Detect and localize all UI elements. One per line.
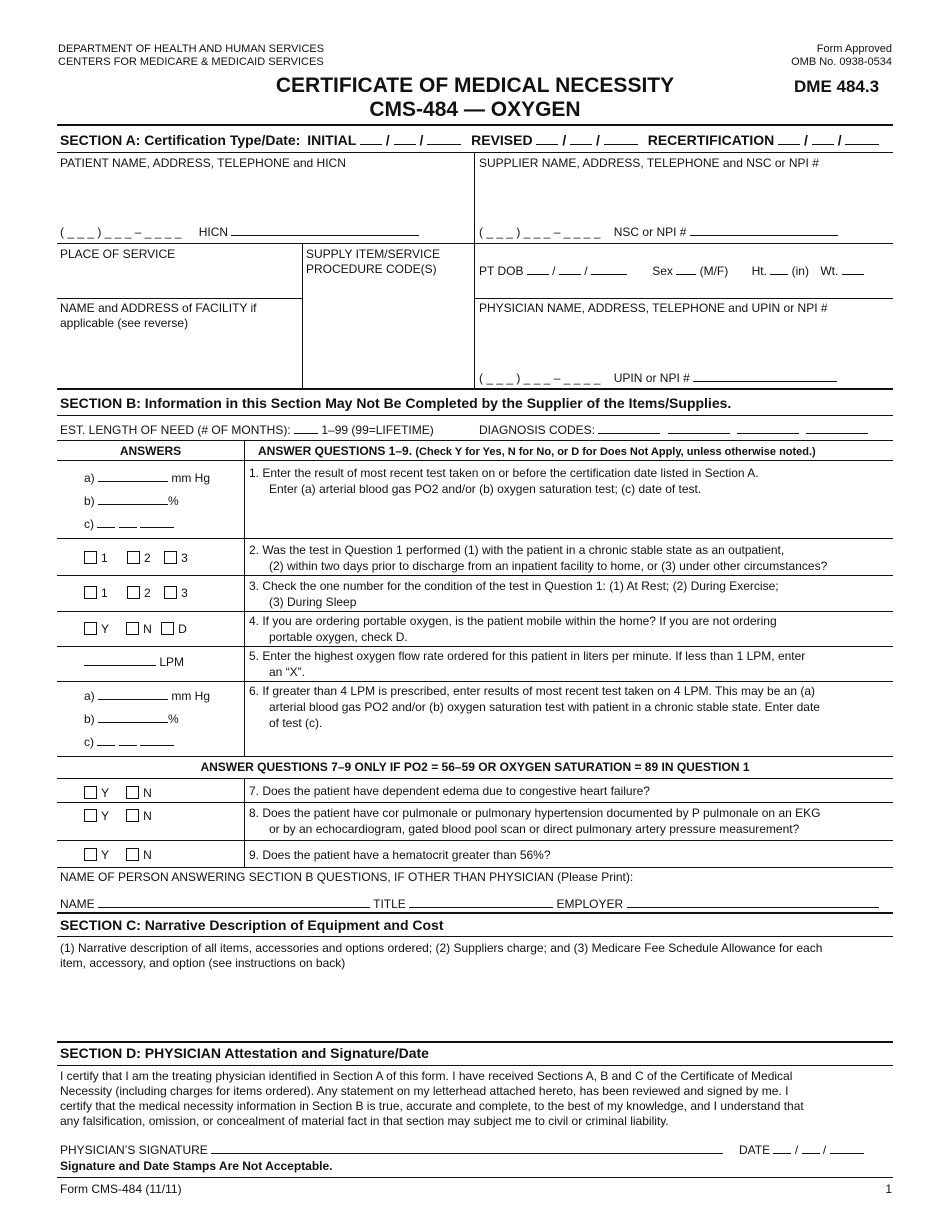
q7-answer[interactable]: Y N — [84, 786, 152, 801]
dept-line-2: CENTERS FOR MEDICARE & MEDICAID SERVICES — [58, 56, 324, 68]
name-person-label: NAME OF PERSON ANSWERING SECTION B QUESTIONS, IF OTHER THAN PHYSICIAN (Please Print): — [60, 870, 634, 884]
attestation-line-1: I certify that I am the treating physician identified in Section A of this form. I have received Sections A, B and C of the Certificate of Medical — [60, 1069, 793, 1083]
q1-text-2: Enter (a) arterial blood gas PO2 and/or (b) oxygen saturation test; (c) date of test. — [269, 482, 702, 496]
q4-text-2: portable oxygen, check D. — [269, 630, 408, 644]
q5-answer[interactable]: LPM — [84, 655, 184, 670]
divider — [57, 538, 893, 539]
patient-demographics[interactable]: PT DOB / / Sex (M/F) Ht. (in) Wt. — [479, 264, 864, 279]
divider — [57, 415, 893, 416]
section-b-title: SECTION B: Information in this Section May Not Be Completed by the Supplier of the Items/Supplies. — [60, 395, 732, 411]
facility-label: NAME and ADDRESS of FACILITY if applicable (see reverse) — [60, 301, 257, 330]
q9-answer[interactable]: Y N — [84, 848, 152, 863]
divider — [57, 912, 893, 914]
diagnosis-codes[interactable]: DIAGNOSIS CODES: — [479, 423, 868, 438]
form-subtitle: CMS-484 — OXYGEN — [369, 98, 581, 121]
q8-answer[interactable]: Y N — [84, 809, 152, 824]
divider — [57, 802, 893, 803]
supplier-phone[interactable]: ( _ _ _ ) _ _ _ – _ _ _ _ NSC or NPI # — [479, 225, 838, 240]
q4-text: 4. If you are ordering portable oxygen, is the patient mobile within the home? If you are not ordering — [249, 614, 777, 628]
signature-date[interactable]: DATE / / — [739, 1143, 864, 1158]
q1-answer-a[interactable]: a) mm Hg — [84, 471, 211, 485]
attestation-line-2: Necessity (including charges for items ordered). Any statement on my letterhead attached hereto, has been reviewed and signed by me. I — [60, 1084, 789, 1098]
divider — [57, 867, 893, 868]
q7-text: 7. Does the patient have dependent edema due to congestive heart failure? — [249, 784, 650, 798]
divider — [57, 575, 893, 576]
divider — [474, 298, 893, 299]
q2-text: 2. Was the test in Question 1 performed (1) with the patient in a chronic stable state as an outpatient, — [249, 543, 785, 557]
divider — [244, 440, 245, 756]
section-c-text-2: item, accessory, and option (see instructions on back) — [60, 956, 346, 970]
divider — [57, 243, 893, 244]
divider — [57, 440, 893, 441]
divider — [57, 936, 893, 937]
q6-answer-a[interactable]: a) mm Hg — [84, 689, 211, 703]
divider — [57, 778, 893, 779]
q2-answer[interactable]: 1 2 3 — [84, 551, 188, 566]
q6-text: 6. If greater than 4 LPM is prescribed, enter results of most recent test taken on 4 LPM. This may be an (a) — [249, 684, 816, 698]
attestation-line-3: certify that the medical necessity information in Section B is true, accurate and complete, to the best of my knowledge, and I understand that — [60, 1099, 804, 1113]
section-a-title: SECTION A: Certification Type/Date: INITIAL / / REVISED / / RECERTIFICATION / / — [60, 132, 879, 148]
page-number: 1 — [885, 1182, 892, 1196]
q6-text-2: arterial blood gas PO2 and/or (b) oxygen saturation test with patient in a chronic stable state. Enter date — [269, 700, 820, 714]
place-of-service-label: PLACE OF SERVICE — [60, 247, 176, 261]
divider — [57, 298, 302, 299]
section-d-title: SECTION D: PHYSICIAN Attestation and Signature/Date — [60, 1045, 429, 1061]
supply-item-label: SUPPLY ITEM/SERVICE PROCEDURE CODE(S) — [306, 247, 441, 276]
supplier-label: SUPPLIER NAME, ADDRESS, TELEPHONE and NSC or NPI # — [479, 156, 819, 170]
section-c-text-1: (1) Narrative description of all items, accessories and options ordered; (2) Suppliers charge; and (3) Medicare Fee Schedule Allowance for each — [60, 941, 823, 955]
divider — [302, 243, 303, 389]
divider — [57, 388, 893, 390]
divider — [244, 778, 245, 868]
q6-answer-b[interactable]: b) % — [84, 712, 179, 726]
answers-header: ANSWERS — [119, 444, 182, 458]
q7-9-header: ANSWER QUESTIONS 7–9 ONLY IF PO2 = 56–59 OR OXYGEN SATURATION = 89 IN QUESTION 1 — [200, 760, 750, 774]
q1-text: 1. Enter the result of most recent test taken on or before the certification date listed in Section A. — [249, 466, 759, 480]
divider — [57, 152, 893, 153]
q6-answer-c[interactable]: c) — [84, 735, 174, 750]
q8-text-2: or by an echocardiogram, gated blood pool scan or direct pulmonary artery pressure measurement? — [269, 822, 800, 836]
divider — [57, 1177, 893, 1178]
q9-text: 9. Does the patient have a hematocrit greater than 56%? — [249, 848, 551, 862]
dme-code: DME 484.3 — [794, 77, 880, 96]
q4-answer[interactable]: Y N D — [84, 622, 187, 637]
divider — [57, 681, 893, 682]
divider — [57, 840, 893, 841]
form-number: Form CMS-484 (11/11) — [60, 1182, 182, 1196]
q3-answer[interactable]: 1 2 3 — [84, 586, 188, 601]
divider — [57, 611, 893, 612]
est-length-of-need[interactable]: EST. LENGTH OF NEED (# OF MONTHS): 1–99 (99=LIFETIME) — [60, 423, 434, 437]
form-title: CERTIFICATE OF MEDICAL NECESSITY — [275, 74, 675, 97]
q8-text: 8. Does the patient have cor pulmonale or pulmonary hypertension documented by P pulmonale on an EKG — [249, 806, 821, 820]
patient-label: PATIENT NAME, ADDRESS, TELEPHONE and HICN — [60, 156, 346, 170]
q5-text: 5. Enter the highest oxygen flow rate ordered for this patient in liters per minute. If less than 1 LPM, enter — [249, 649, 806, 663]
q3-text-2: (3) During Sleep — [269, 595, 357, 609]
physician-signature[interactable]: PHYSICIAN’S SIGNATURE — [60, 1143, 723, 1158]
q6-text-3: of test (c). — [269, 716, 323, 730]
divider — [57, 1041, 893, 1043]
questions-header: ANSWER QUESTIONS 1–9. (Check Y for Yes, N for No, or D for Does Not Apply, unless otherwise noted.) — [258, 444, 816, 458]
physician-label: PHYSICIAN NAME, ADDRESS, TELEPHONE and UPIN or NPI # — [479, 301, 828, 315]
patient-phone[interactable]: ( _ _ _ ) _ _ _ – _ _ _ _ HICN — [60, 225, 419, 240]
stamps-note: Signature and Date Stamps Are Not Acceptable. — [60, 1159, 333, 1173]
physician-phone[interactable]: ( _ _ _ ) _ _ _ – _ _ _ _ UPIN or NPI # — [479, 371, 837, 386]
omb-number: OMB No. 0938-0534 — [791, 56, 892, 68]
answerer-name-row[interactable]: NAME TITLE EMPLOYER — [60, 897, 879, 912]
divider — [474, 152, 475, 389]
attestation-line-4: any falsification, omission, or concealment of material fact in that section may subject me to civil or criminal liability. — [60, 1114, 669, 1128]
q1-answer-c[interactable]: c) — [84, 517, 174, 532]
divider — [57, 756, 893, 757]
q5-text-2: an “X”. — [269, 665, 306, 679]
divider — [57, 460, 893, 461]
section-c-title: SECTION C: Narrative Description of Equipment and Cost — [60, 917, 444, 933]
divider — [57, 1065, 893, 1066]
q1-answer-b[interactable]: b) % — [84, 494, 179, 508]
q2-text-2: (2) within two days prior to discharge from an inpatient facility to home, or (3) under other circumstances? — [269, 559, 828, 573]
form-approved: Form Approved — [816, 43, 892, 55]
q3-text: 3. Check the one number for the condition of the test in Question 1: (1) At Rest; (2) During Exercise; — [249, 579, 779, 593]
dept-line-1: DEPARTMENT OF HEALTH AND HUMAN SERVICES — [58, 43, 325, 55]
divider — [57, 646, 893, 647]
divider — [57, 124, 893, 126]
